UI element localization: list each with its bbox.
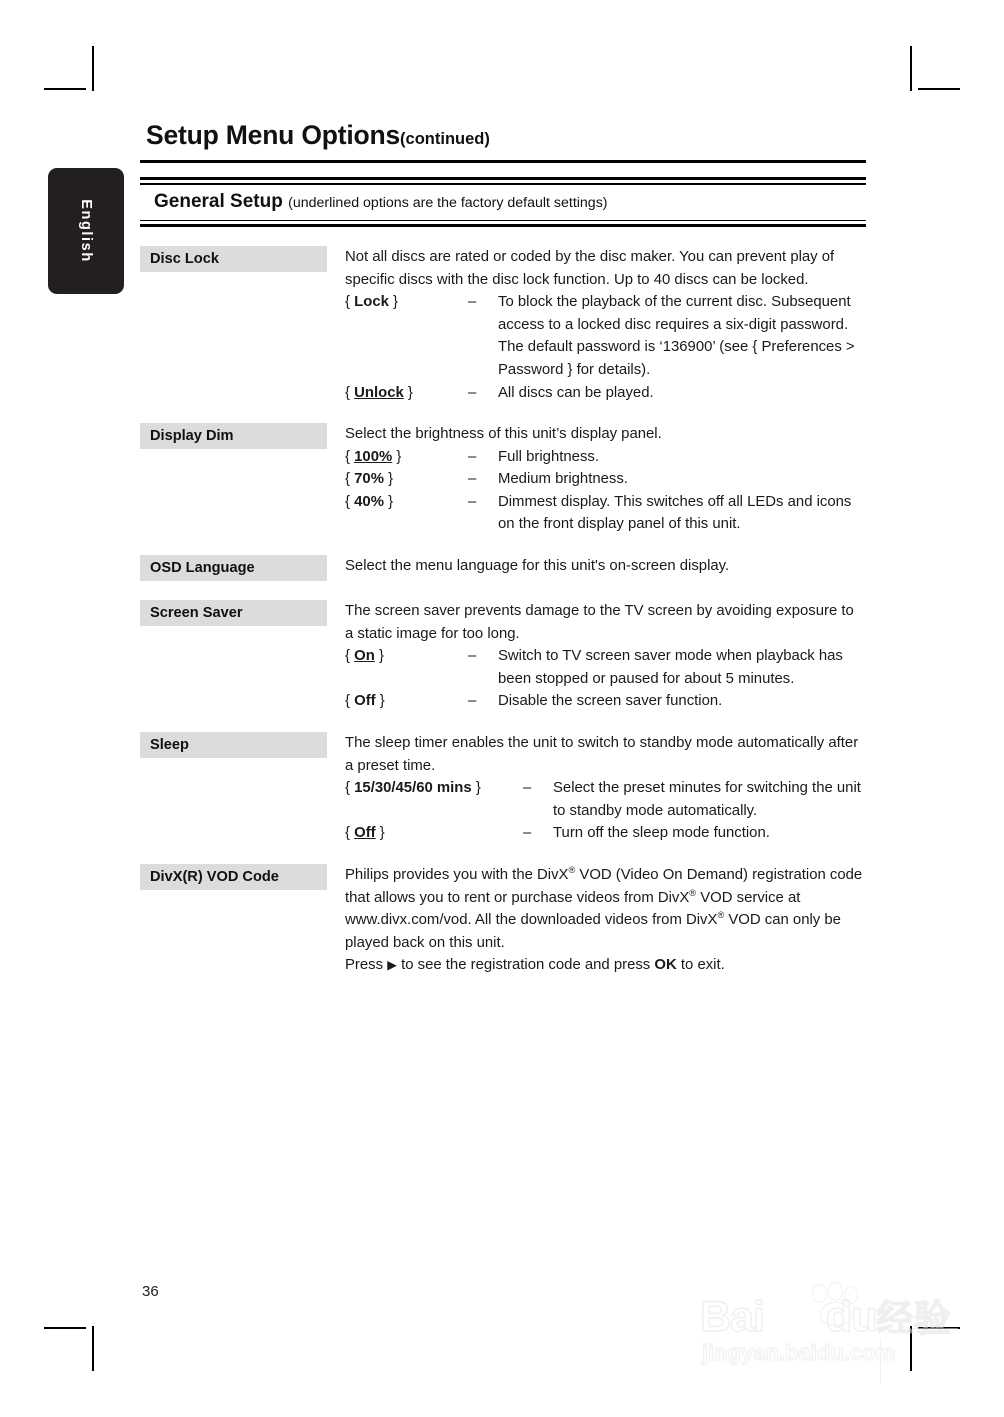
option-dash: – <box>523 825 532 842</box>
option-brace-open: { <box>345 825 350 842</box>
watermark-logo-text <box>700 1288 950 1342</box>
option-brace-close: } <box>396 448 402 465</box>
setting-display-dim <box>140 423 866 536</box>
option-key-text: Off <box>354 825 376 842</box>
option-brace-open: { <box>345 648 350 665</box>
option-key <box>345 491 468 514</box>
option-key <box>345 446 468 469</box>
setting-label-cell-display-dim <box>140 423 327 449</box>
setting-intro-display-dim: Select the brightness of this unit’s display panel. <box>345 426 662 443</box>
crop-mark-bottom-left-horizontal <box>44 1327 86 1329</box>
option-key-text: 70% <box>354 471 384 488</box>
paw-print-icon <box>806 1282 866 1324</box>
option-description: Dimmest display. This switches off all LEDs and icons on the front display panel of this unit. <box>498 493 852 533</box>
option-brace-close: } <box>388 471 394 488</box>
option-key <box>345 690 468 713</box>
watermark-tick-vertical <box>880 1338 881 1384</box>
option-key <box>345 645 468 668</box>
option-key <box>345 777 523 800</box>
divx-press-text-2: to see the registration code and press <box>401 957 651 974</box>
section-title-text: General Setup <box>154 190 283 212</box>
setting-body-osd-language <box>327 555 866 578</box>
option-brace-open: { <box>345 493 350 510</box>
baidu-watermark <box>700 1282 950 1380</box>
option-dash: – <box>468 384 477 401</box>
setting-osd-language <box>140 555 866 581</box>
option-row <box>345 291 866 381</box>
option-brace-close: } <box>378 648 384 665</box>
divx-press-text: Press <box>345 957 384 974</box>
setting-divx-vod-code <box>140 864 866 977</box>
ok-button-label: OK <box>654 957 677 974</box>
setting-label-disc-lock: Disc Lock <box>140 246 327 272</box>
page-title-text: Setup Menu Options <box>146 120 401 150</box>
option-row <box>345 446 866 469</box>
divx-text-d: VOD can only be played back on this unit. <box>345 912 841 951</box>
option-row <box>345 690 866 713</box>
option-row <box>345 468 866 491</box>
option-brace-close: } <box>379 825 385 842</box>
option-brace-open: { <box>345 780 350 797</box>
option-dash: – <box>523 780 532 797</box>
spacer-display-dim <box>140 536 866 555</box>
watermark-bai: Bai <box>700 1293 764 1341</box>
option-brace-close: } <box>388 493 394 510</box>
page-title <box>146 120 866 151</box>
option-key-text: Unlock <box>354 384 404 401</box>
option-key-text: On <box>354 648 375 665</box>
watermark-subtext: jingyan.baidu.com <box>702 1340 896 1365</box>
registered-mark-icon: ® <box>689 887 697 898</box>
option-key-text: Lock <box>354 294 389 311</box>
crop-mark-bottom-right-horizontal <box>918 1327 960 1329</box>
crop-mark-top-left-horizontal <box>44 88 86 90</box>
crop-mark-top-right-horizontal <box>918 88 960 90</box>
spacer-disc-lock <box>140 404 866 423</box>
option-dash: – <box>468 693 477 710</box>
title-underline-rule <box>140 160 866 163</box>
setting-label-cell-sleep <box>140 732 327 758</box>
watermark-chinese: 经验 <box>876 1298 951 1339</box>
option-brace-open: { <box>345 693 350 710</box>
option-row <box>345 491 866 536</box>
option-dash: – <box>468 493 477 510</box>
setting-body-sleep <box>327 732 866 845</box>
option-key <box>345 382 468 405</box>
option-key-text: Off <box>354 693 376 710</box>
page-number: 36 <box>142 1283 159 1300</box>
option-dash: – <box>468 294 477 311</box>
setting-label-display-dim: Display Dim <box>140 423 327 449</box>
option-row <box>345 645 866 690</box>
setting-label-cell-osd-language <box>140 555 327 581</box>
option-row <box>345 777 866 822</box>
option-brace-close: } <box>475 780 481 797</box>
option-key-text: 15/30/45/60 mins <box>354 780 472 797</box>
option-description: Full brightness. <box>498 448 599 465</box>
divx-text-a: Philips provides you with the DivX <box>345 867 569 883</box>
spacer-screen-saver <box>140 713 866 732</box>
option-description: Disable the screen saver function. <box>498 693 723 710</box>
option-key <box>345 291 468 314</box>
option-dash: – <box>468 648 477 665</box>
option-brace-close: } <box>393 294 399 311</box>
option-description: Turn off the sleep mode function. <box>553 825 770 842</box>
registered-mark-icon: ® <box>568 865 576 876</box>
section-subtitle: (underlined options are the factory default settings) <box>288 194 608 211</box>
spacer-sleep <box>140 845 866 864</box>
option-brace-open: { <box>345 471 350 488</box>
crop-mark-top-left-vertical <box>92 46 94 91</box>
option-row <box>345 822 866 845</box>
play-right-arrow-icon: ▶ <box>387 958 397 973</box>
divx-paragraph-2 <box>345 954 866 977</box>
watermark-du: du <box>825 1293 877 1341</box>
setting-body-screen-saver <box>327 600 866 713</box>
setting-label-divx-vod-code: DivX(R) VOD Code <box>140 864 327 890</box>
setting-label-cell-disc-lock <box>140 246 327 272</box>
language-tab-label: English <box>78 199 94 263</box>
option-description: All discs can be played. <box>498 384 654 401</box>
setting-label-screen-saver: Screen Saver <box>140 600 327 626</box>
option-description: Medium brightness. <box>498 471 628 488</box>
setting-sleep <box>140 732 866 845</box>
option-key <box>345 822 523 845</box>
option-description: To block the playback of the current disc. Subsequent access to a locked disc requires a six-digit password. The default password is ‘136900’ (see { Preferences > Password } for details). <box>498 294 855 378</box>
setting-intro-sleep: The sleep timer enables the unit to switch to standby mode automatically after a preset time. <box>345 735 859 774</box>
option-list-disc-lock <box>345 291 866 404</box>
divx-press-text-3: to exit. <box>680 957 725 974</box>
option-dash: – <box>468 448 477 465</box>
divx-text-c: VOD service at www.divx.com/vod. All the downloaded videos from DivX <box>345 889 801 929</box>
setting-intro-disc-lock: Not all discs are rated or coded by the disc maker. You can prevent play of specific discs with the disc lock function. Up to 40 discs can be locked. <box>345 248 835 288</box>
option-dash: – <box>468 471 477 488</box>
setting-body-disc-lock <box>327 246 866 404</box>
language-side-tab <box>48 168 124 294</box>
setting-label-osd-language: OSD Language <box>140 555 327 581</box>
setting-label-sleep: Sleep <box>140 732 327 758</box>
setting-label-cell-screen-saver <box>140 600 327 626</box>
spacer-after-band <box>140 227 866 246</box>
setting-intro-screen-saver: The screen saver prevents damage to the TV screen by avoiding exposure to a static image for too long. <box>345 603 854 642</box>
option-list-display-dim <box>345 446 866 536</box>
registered-mark-icon: ® <box>717 910 725 921</box>
setting-body-display-dim <box>327 423 866 536</box>
option-key-text: 40% <box>354 493 384 510</box>
setting-intro-osd-language: Select the menu language for this unit's on-screen display. <box>345 558 730 575</box>
setting-disc-lock <box>140 246 866 404</box>
setting-screen-saver <box>140 600 866 713</box>
crop-mark-top-right-vertical <box>910 46 912 91</box>
spacer-osd-language <box>140 581 866 600</box>
option-brace-open: { <box>345 294 350 311</box>
option-key <box>345 468 468 491</box>
crop-mark-bottom-left-vertical <box>92 1326 94 1371</box>
setting-label-cell-divx-vod-code <box>140 864 327 890</box>
divx-paragraph-1 <box>345 864 866 954</box>
option-brace-open: { <box>345 384 350 401</box>
crop-mark-bottom-right-vertical <box>910 1326 912 1371</box>
page-title-continued: (continued) <box>400 130 490 148</box>
setting-body-divx-vod-code <box>327 864 866 977</box>
option-brace-close: } <box>407 384 413 401</box>
divx-text-b: VOD (Video On Demand) registration code that allows you to rent or purchase videos from DivX <box>345 867 863 906</box>
option-list-sleep <box>345 777 866 845</box>
option-description: Select the preset minutes for switching the unit to standby mode automatically. <box>553 780 861 819</box>
content-column <box>140 110 866 977</box>
option-description: Switch to TV screen saver mode when playback has been stopped or paused for about 5 minutes. <box>498 648 843 687</box>
option-key-text: 100% <box>354 448 393 465</box>
option-brace-open: { <box>345 448 350 465</box>
option-list-screen-saver <box>345 645 866 713</box>
option-row <box>345 382 866 405</box>
option-brace-close: } <box>379 693 385 710</box>
section-title <box>140 185 866 220</box>
section-band-general-setup <box>140 177 866 227</box>
